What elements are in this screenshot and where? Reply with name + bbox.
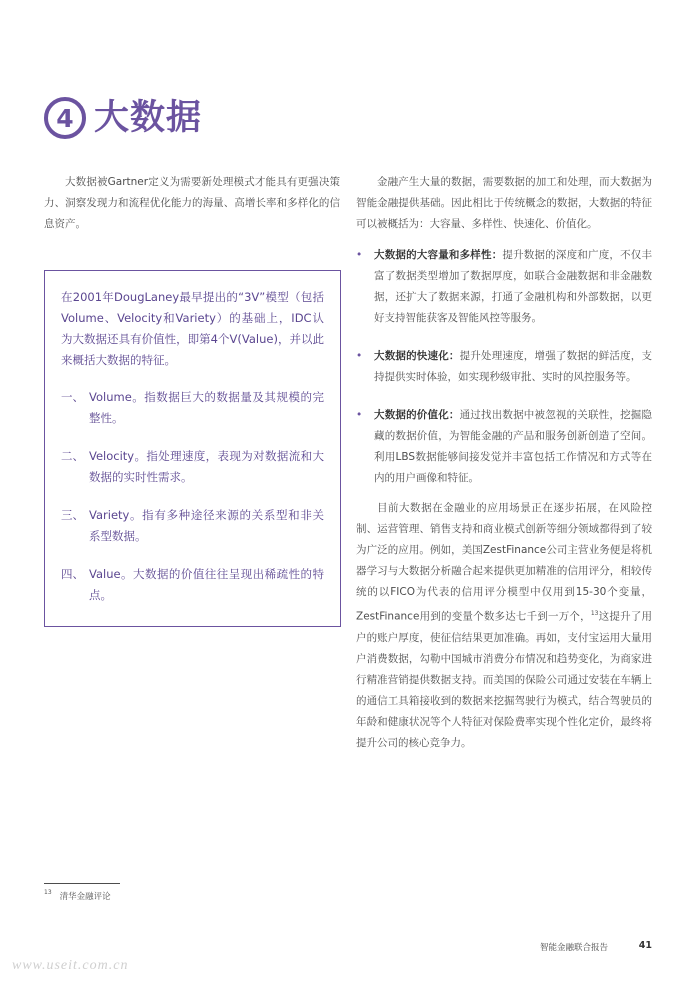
bullet-item [356,405,652,489]
bullet-text: 提升数据的深度和广度，不仅丰富了数据类型增加了数据厚度，如联合金融数据和非金融数据，还扩大了数据来源，打通了金融机构和外部数据，以更好支持智能获客及智能风控等服务。 [374,249,653,324]
bullet-body [374,245,652,329]
callout-item-number: 二、 [61,449,84,463]
callout-item [61,446,324,488]
callout-list [61,387,324,606]
bullet-item [356,346,652,388]
bullet-text: 通过找出数据中被忽视的关联性，挖掘隐藏的数据价值，为智能金融的产品和服务创新创造了空间。利用LBS数据能够间接发觉并丰富包括工作情况和方式等在内的用户画像和特征。 [374,409,653,484]
footer-report-title: 智能金融联合报告 [539,943,608,953]
bullet-body [374,405,652,489]
section-header [44,97,202,139]
callout-item [61,505,324,547]
bullet-marker: • [356,409,363,421]
bullet-marker: • [356,249,363,261]
bullet-lead: 大数据的快速化： [374,350,460,362]
feature-bullet-list [356,245,652,506]
bullet-marker: • [356,350,363,362]
main-paragraph-part2: 这提升了用户的账户厚度，使征信结果更加准确。再如，支付宝运用大量用户消费数据，勾勒中国城市消费分布情况和趋势变化，为商家进行精准营销提供数据支持。而美国的保险公司通过安装在车辆上的通信工具箱接收到的数据来挖掘驾驶行为模式，结合驾驶员的年龄和健康状况等个人特征对保险费率实现个性化定价，最终将提升公司的核心竞争力。 [356,610,652,749]
intro-paragraph-right: 金融产生大量的数据，需要数据的加工和处理，而大数据为智能金融提供基础。因此相比于传统概念的数据，大数据的特征可以被概括为：大容量、多样性、快速化、价值化。 [356,176,652,230]
callout-item-number: 三、 [61,508,84,522]
bullet-item [356,245,652,329]
page-title: 大数据 [94,97,203,138]
callout-item-text: Variety。指有多种途径来源的关系型和非关系型数据。 [89,508,324,543]
callout-item-text: Velocity。指处理速度，表现为对数据流和大数据的实时性需求。 [89,449,324,484]
page-number: 41 [638,940,652,951]
intro-paragraph-left: 大数据被Gartner定义为需要新处理模式才能具有更强决策力、洞察发现力和流程优化能力的海量、高增长率和多样化的信息资产。 [44,176,340,230]
main-paragraph-part1: 目前大数据在金融业的应用场景正在逐步拓展，在风险控制、运营管理、销售支持和商业模式创新等细分领域都得到了较为广泛的应用。例如，美国ZestFinance公司主营业务便是将机器学习与大数据分析融合起来提供更加精准的信用评分，相较传统的以FICO为代表的信用评分模型中仅用到15-30个变量，ZestFinance用到的变量个数多达七千到一万个， [356,502,652,623]
main-paragraph [356,498,652,754]
section-number-badge [44,97,86,139]
bullet-lead: 大数据的大容量和多样性： [374,249,503,261]
bullet-lead: 大数据的价值化： [374,409,460,421]
watermark: www.useit.com.cn [12,958,129,973]
footnote [44,890,111,902]
callout-item-text: Volume。指数据巨大的数据量及其规模的完整性。 [89,390,324,425]
footnote-number: 13 [44,889,52,896]
bullet-body [374,346,652,388]
bullet-text: 提升处理速度，增强了数据的鲜活度，支持提供实时体验，如实现秒级审批、实时的风控服务等。 [374,350,653,383]
callout-item-text: Value。大数据的价值往往呈现出稀疏性的特点。 [89,567,324,602]
footnote-text: 清华金融评论 [59,892,111,902]
callout-item [61,387,324,429]
callout-item-number: 四、 [61,567,84,581]
callout-item [61,564,324,606]
callout-item-number: 一、 [61,390,84,404]
callout-intro: 在2001年DougLaney最早提出的“3V”模型（包括Volume、Velocity和Variety）的基础上，IDC认为大数据还具有价值性，即第4个V(Value)，并以此来概括大数据的特征。 [61,290,324,367]
section-number: 4 [56,103,74,133]
footnote-divider [44,883,120,884]
footnote-reference: 13 [590,610,599,617]
callout-box [44,270,341,627]
